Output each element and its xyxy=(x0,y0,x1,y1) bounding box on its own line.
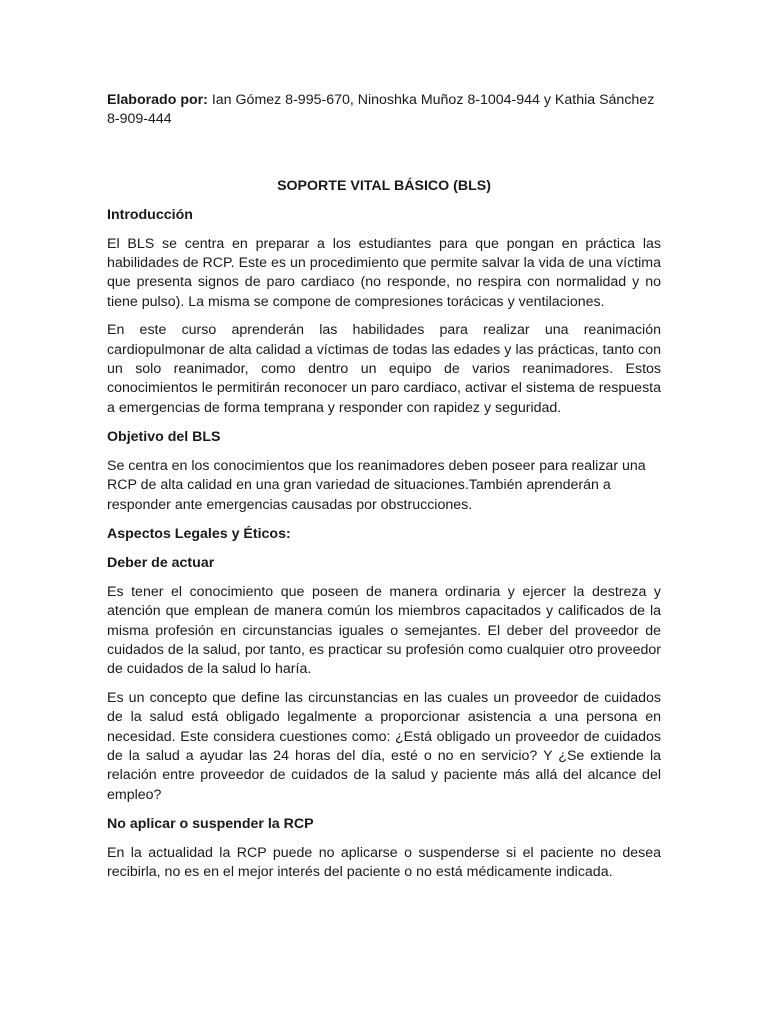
intro-paragraph-2: En este curso aprenderán las habilidades para realizar una reanimación cardiopulmonar de alta calidad a víctimas de todas las edades y las prácticas, tanto con un solo reanimador, como dentro un equipo de varios reanimadores. Estos conocimientos le permitirán reconocer un paro cardiaco, activar el sistema de respuesta a emergencias de forma temprana y responder con rapidez y seguridad. xyxy=(107,322,661,416)
duty-paragraph-1: Es tener el conocimiento que poseen de manera ordinaria y ejercer la destreza y atención que emplean de manera común los miembros capacitados y calificados de la misma profesión en circunstancias iguales o semejantes. El deber del proveedor de cuidados de la salud, por tanto, es practicar su profesión como cualquier otro proveedor de cuidados de la salud lo haría. xyxy=(107,583,661,678)
objective-heading: Objetivo del BLS xyxy=(107,429,221,446)
author-label: Elaborado por: xyxy=(107,92,208,108)
intro-heading: Introducción xyxy=(107,207,193,224)
intro-paragraph-1: El BLS se centra en preparar a los estudiantes para que pongan en práctica las habilidades de RCP. Este es un procedimiento que permite salvar la vida de una víctima que presenta signos de paro cardiaco (no responde, no respira con normalidad y no tiene pulso). La misma se compone de compresiones torácicas y ventilaciones. xyxy=(107,235,661,310)
no-rcp-heading: No aplicar o suspender la RCP xyxy=(107,816,314,833)
no-rcp-paragraph: En la actualidad la RCP puede no aplicarse o suspenderse si el paciente no desea recibirla, no es en el mejor interés del paciente o no está médicamente indicada. xyxy=(107,844,661,880)
document-title: SOPORTE VITAL BÁSICO (BLS) xyxy=(277,177,491,194)
author-line xyxy=(107,91,661,130)
author-names: Ian Gómez 8-995-670, Ninoshka Muñoz 8-1004-944 y Kathia Sánchez 8-909-444 xyxy=(107,92,655,128)
duty-paragraph-2: Es un concepto que define las circunstancias en las cuales un proveedor de cuidados de la salud está obligado legalmente a proporcionar asistencia a una persona en necesidad. Este considera cuestiones como: ¿Está obligado un proveedor de cuidados de la salud a ayudar las 24 horas del día, esté o no en servicio? Y ¿Se extiende la relación entre proveedor de cuidados de la salud y paciente más allá del alcance del empleo? xyxy=(107,689,661,803)
objective-paragraph: Se centra en los conocimientos que los reanimadores deben poseer para realizar una RCP de alta calidad en una gran variedad de situaciones.También aprenderán a responder ante emergencias causadas por obstrucciones. xyxy=(107,457,646,513)
document-page xyxy=(107,91,661,882)
duty-heading: Deber de actuar xyxy=(107,555,215,572)
legal-heading: Aspectos Legales y Éticos: xyxy=(107,525,291,542)
